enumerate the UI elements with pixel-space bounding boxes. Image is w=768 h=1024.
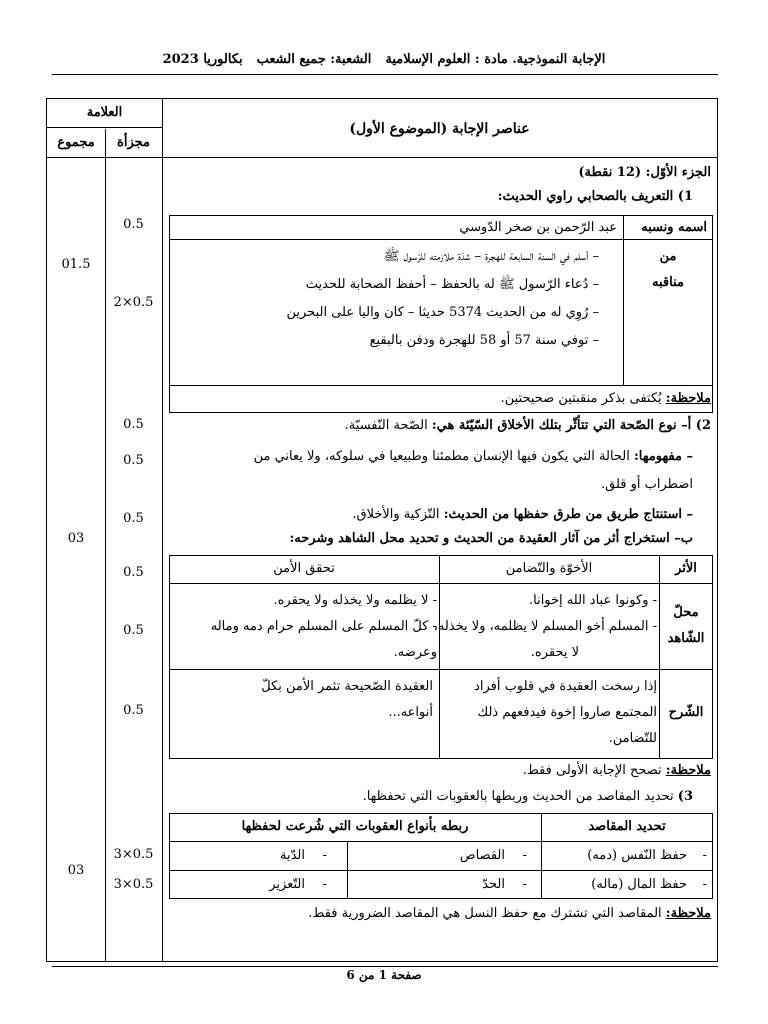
partial-mark: 3×0.5 — [113, 877, 154, 892]
partial-header: مجزأة — [117, 135, 150, 150]
q1-note — [501, 391, 711, 407]
answer-table — [46, 98, 718, 962]
effects-col-divider-2 — [659, 555, 660, 759]
q2b-title: ب– استخراج أثر من آثار العقيدة من الحديث و تحديد محل الشاهد وشرحه: — [289, 531, 693, 546]
note-text: المقاصد التي تشترك مع حفظ النسل هي المقاصد الضرورية فقط. — [308, 906, 666, 921]
explain-brotherhood: للتّضامن. — [608, 731, 657, 746]
virtue-item: – دُعاء الرّسول ﷺ له بالحفظ – أحفظ الصحابة للحديث — [305, 277, 599, 292]
q1-title: 1) التعريف بالصحابي راوي الحديث: — [497, 189, 693, 204]
objective-item: حفظ النّفس (دمه) — [587, 848, 687, 863]
virtues-label-1: من — [659, 249, 677, 264]
evidence-row-label: محلّ — [673, 605, 699, 620]
partial-mark: 0.5 — [123, 511, 144, 526]
total-mark: 03 — [67, 863, 85, 878]
name-label: اسمه ونسبه — [641, 220, 707, 235]
explain-row-label: الشّرح — [668, 705, 704, 720]
q3-text: تحديد المقاصد من الحديث وربطها بالعقوبات التي تحفظها. — [362, 789, 678, 804]
deduce-label: – استنتاج طريق من طرق حفظها من الحديث: — [443, 507, 693, 522]
partial-mark: 0.5 — [123, 417, 144, 432]
table-header-divider — [47, 157, 717, 158]
q3-note — [308, 906, 711, 922]
evidence-brotherhood: - المسلم أخو المسلم لا يظلمه، ولا يخذله، — [433, 619, 657, 634]
objectives-row-divider-2 — [169, 870, 713, 871]
evidence-brotherhood: لا يحقره. — [530, 645, 579, 660]
q2a-answer: الصّحة النّفسيّة. — [344, 418, 432, 433]
total-mark: 01.5 — [61, 257, 91, 272]
partial-mark: 0.5 — [123, 217, 144, 232]
q2-note — [523, 763, 711, 779]
q3-title — [363, 789, 693, 805]
evidence-security: وعرضه. — [393, 645, 437, 660]
companion-table-note-divider — [169, 385, 713, 386]
col-divider-partial — [162, 99, 163, 961]
q2-concept-cont: اضطراب أو قلق. — [601, 477, 693, 492]
page-number: صفحة 1 من 6 — [346, 968, 422, 982]
partial-mark: 0.5 — [123, 453, 144, 468]
total-header: مجموع — [57, 135, 95, 150]
q2-concept — [254, 449, 693, 465]
virtue-item: – رُوِي له من الحديث 5374 حديثا – كان واليا على البحرين — [286, 305, 599, 320]
note-text: تصحح الإجابة الأولى فقط. — [522, 763, 666, 778]
virtue-item: – أسلم في السنة السابعة للهجرة – شدّة ملازمته للرّسول ﷺ — [383, 249, 599, 264]
partial-mark: 3×0.5 — [113, 847, 154, 862]
note-label: ملاحظة: — [665, 763, 711, 778]
virtues-label-2: مناقبه — [652, 275, 684, 290]
effects-row-divider-2 — [169, 669, 713, 670]
q2a-question: 2) أ– نوع الصّحة التي تتأثّر بتلك الأخلاق السّيّئة هي: — [431, 418, 711, 433]
partial-mark: 0.5 — [123, 565, 144, 580]
evidence-security: - كلّ المسلم على المسلم حرام دمه وماله — [210, 619, 437, 634]
objectives-row-divider-1 — [169, 841, 713, 842]
penalty-dash: - — [522, 877, 527, 892]
penalty-item: القصاص — [459, 848, 505, 863]
brotherhood-col-header: الأخوّة والتّضامن — [505, 561, 593, 576]
header-subject: الإجابة النموذجية. مادة : العلوم الإسلامية — [385, 52, 606, 67]
note-text: يُكتفى بذكر منقبتين صحيحتين. — [500, 391, 666, 406]
companion-table-coldivider — [623, 215, 624, 385]
col-divider-total — [105, 129, 106, 961]
part1-title: الجزء الأوّل: (12 نقطة) — [578, 165, 711, 180]
header-year: 2023 — [162, 52, 199, 67]
effects-table — [169, 555, 713, 759]
evidence-row-label-cont: الشّاهد — [667, 631, 705, 646]
page-header — [0, 52, 768, 67]
header-rule — [52, 74, 718, 75]
grade-header: العلامة — [86, 105, 123, 120]
penalty-item: التّعزير — [269, 877, 305, 892]
objective-dash: - — [702, 877, 707, 892]
penalty-dash: - — [522, 848, 527, 863]
companion-table-rowdivider — [169, 239, 713, 240]
q2-deduce — [352, 507, 693, 523]
objective-dash: - — [702, 848, 707, 863]
name-value: عبد الرّحمن بن صخر الدّوسي — [459, 220, 617, 235]
evidence-brotherhood: - وكونوا عباد الله إخوانا. — [528, 593, 657, 608]
partial-mark: 2×0.5 — [113, 295, 154, 310]
penalty-item: الدّية — [280, 848, 305, 863]
evidence-security: - لا يظلمه ولا يخذله ولا يحقره. — [273, 593, 437, 608]
penalty-item: الحدّ — [482, 877, 505, 892]
effects-col-divider-1 — [439, 555, 440, 759]
penalty-dash: - — [322, 877, 327, 892]
virtue-item: – توفي سنة 57 أو 58 للهجرة ودفن بالبقيع — [369, 333, 599, 348]
partial-mark: 0.5 — [123, 703, 144, 718]
total-mark: 03 — [67, 531, 85, 546]
note-label: ملاحظة: — [665, 906, 711, 921]
explain-brotherhood: إذا رسخت العقيدة في قلوب أفراد — [474, 679, 657, 694]
effect-col-header: الأثر — [675, 561, 697, 576]
concept-label: – مفهومها: — [634, 449, 693, 464]
explain-security: العقيدة الصّحيحة تثمر الأمن بكلّ — [261, 679, 433, 694]
q3-number: 3) — [677, 789, 693, 804]
note-label: ملاحظة: — [665, 391, 711, 406]
footer-rule — [52, 966, 718, 967]
objectives-header: تحديد المقاصد — [588, 819, 666, 834]
answer-elements-header: عناصر الإجابة (الموضوع الأول) — [349, 121, 530, 137]
partial-mark: 0.5 — [123, 623, 144, 638]
penalties-header: ربطه بأنواع العقوبات التي شُرعت لحفظها — [241, 819, 469, 834]
explain-security: أنواعه... — [388, 705, 433, 720]
explain-brotherhood: المجتمع صاروا إخوة فيدفعهم ذلك — [477, 705, 657, 720]
grade-header-divider — [47, 127, 162, 128]
concept-text: الحالة التي يكون فيها الإنسان مطمئنا وطبيعيا في سلوكه، ولا يعاني من — [253, 449, 634, 464]
q2a-title — [345, 418, 711, 434]
header-exam: بكالوريا — [203, 52, 243, 67]
penalty-dash: - — [322, 848, 327, 863]
effects-row-divider-1 — [169, 583, 713, 584]
objective-item: حفظ المال (ماله) — [591, 877, 687, 892]
header-stream: الشعبة: جميع الشعب — [256, 52, 372, 67]
deduce-text: التّزكية والأخلاق. — [352, 507, 444, 522]
security-col-header: تحقق الأمن — [273, 561, 335, 576]
